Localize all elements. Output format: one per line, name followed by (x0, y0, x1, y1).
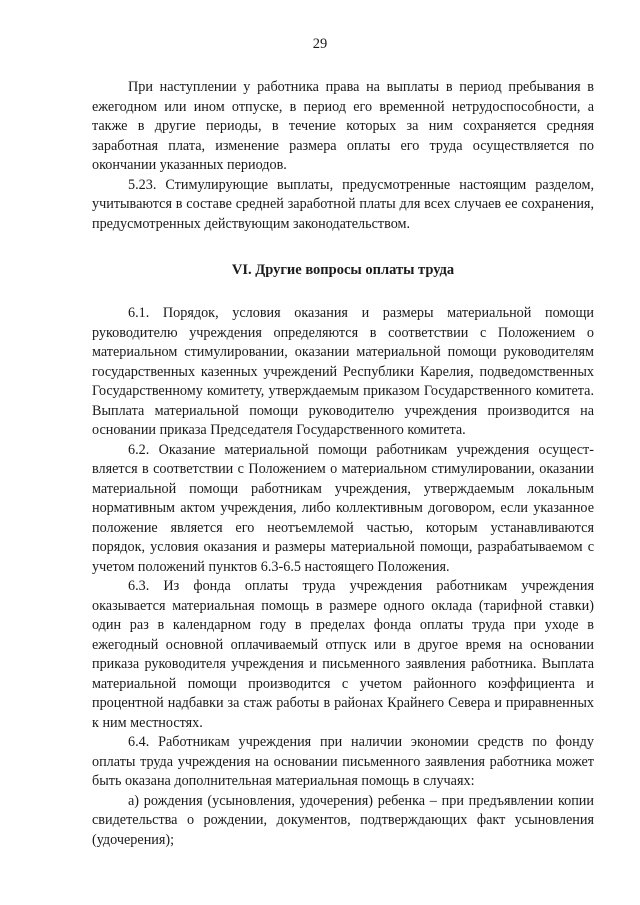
paragraph-leave-payments: При наступлении у работника права на выплаты в период пребывания в ежегодном или ином отпуске, в период его временной нетрудоспособности, а также в другие периоды, в течение которых за ним сохраняется средняя заработная плата, изменение размера оплаты его труда осуществляется по окончании указанных периодов. (92, 79, 594, 173)
paragraph-6-4-a: а) рождения (усыновления, удочерения) ребенка – при предъявлении копии свидетельства о рождении, документов, подтверждающих факт усыновления (удочерения); (92, 792, 594, 848)
document-body (92, 78, 594, 850)
section-heading-vi: VI. Другие вопросы оплаты труда (231, 262, 455, 278)
paragraph-6-3: 6.3. Из фонда оплаты труда учреждения работникам учреждения оказывается материальная помощь в размере одного оклада (тарифной ставки) один раз в календарном году в пределах фонда оплаты труда при уходе в ежегодный основной оплачиваемый отпуск или в другое время на основании приказа руководителя учреждения и письменного заявления работника. Выплата материальной помощи производится с учетом районного коэффициента и процентной надбавки за стаж работы в районах Крайнего Севера и приравненных к ним местностях. (92, 578, 594, 731)
paragraph-6-4: 6.4. Работникам учреждения при наличии экономии средств по фонду оплаты труда учреждения на основании письменного заявления работника может быть оказана дополнительная материальная помощь в случаях: (92, 734, 594, 789)
page-number: 29 (312, 36, 328, 52)
paragraph-5-23: 5.23. Стимулирующие выплаты, предусмотренные настоящим разделом, учитываются в составе средней заработной платы для всех случаев ее сохранения, предусмотренных действующим законодательством. (92, 176, 594, 232)
paragraph-6-1: 6.1. Порядок, условия оказания и размеры материальной помощи руководителю учреждения определяются в соответствии с Положением о материальном стимулировании, оказании материальной помощи руководителям государственных казенных учреждений Республики Карелия, подведомственных Государственному комитету, утверждаемым приказом Государственного комитета. Выплата материальной помощи руководителю учреждения производится на основании приказа Председателя Государственного комитета. (92, 305, 594, 438)
paragraph-6-2: 6.2. Оказание материальной помощи работникам учреждения осуществляется в соответствии с Положением о материальном стимулировании, оказании материальной помощи работникам учреждения, утверждаемым локальным нормативным актом учреждения, либо коллективным договором, если указанное положение является его неотъемлемой частью, которым устанавливаются порядок, условия оказания и размеры материальной помощи, разрабатываемом с учетом положений пунктов 6.3-6.5 настоящего Положения. (92, 441, 594, 575)
